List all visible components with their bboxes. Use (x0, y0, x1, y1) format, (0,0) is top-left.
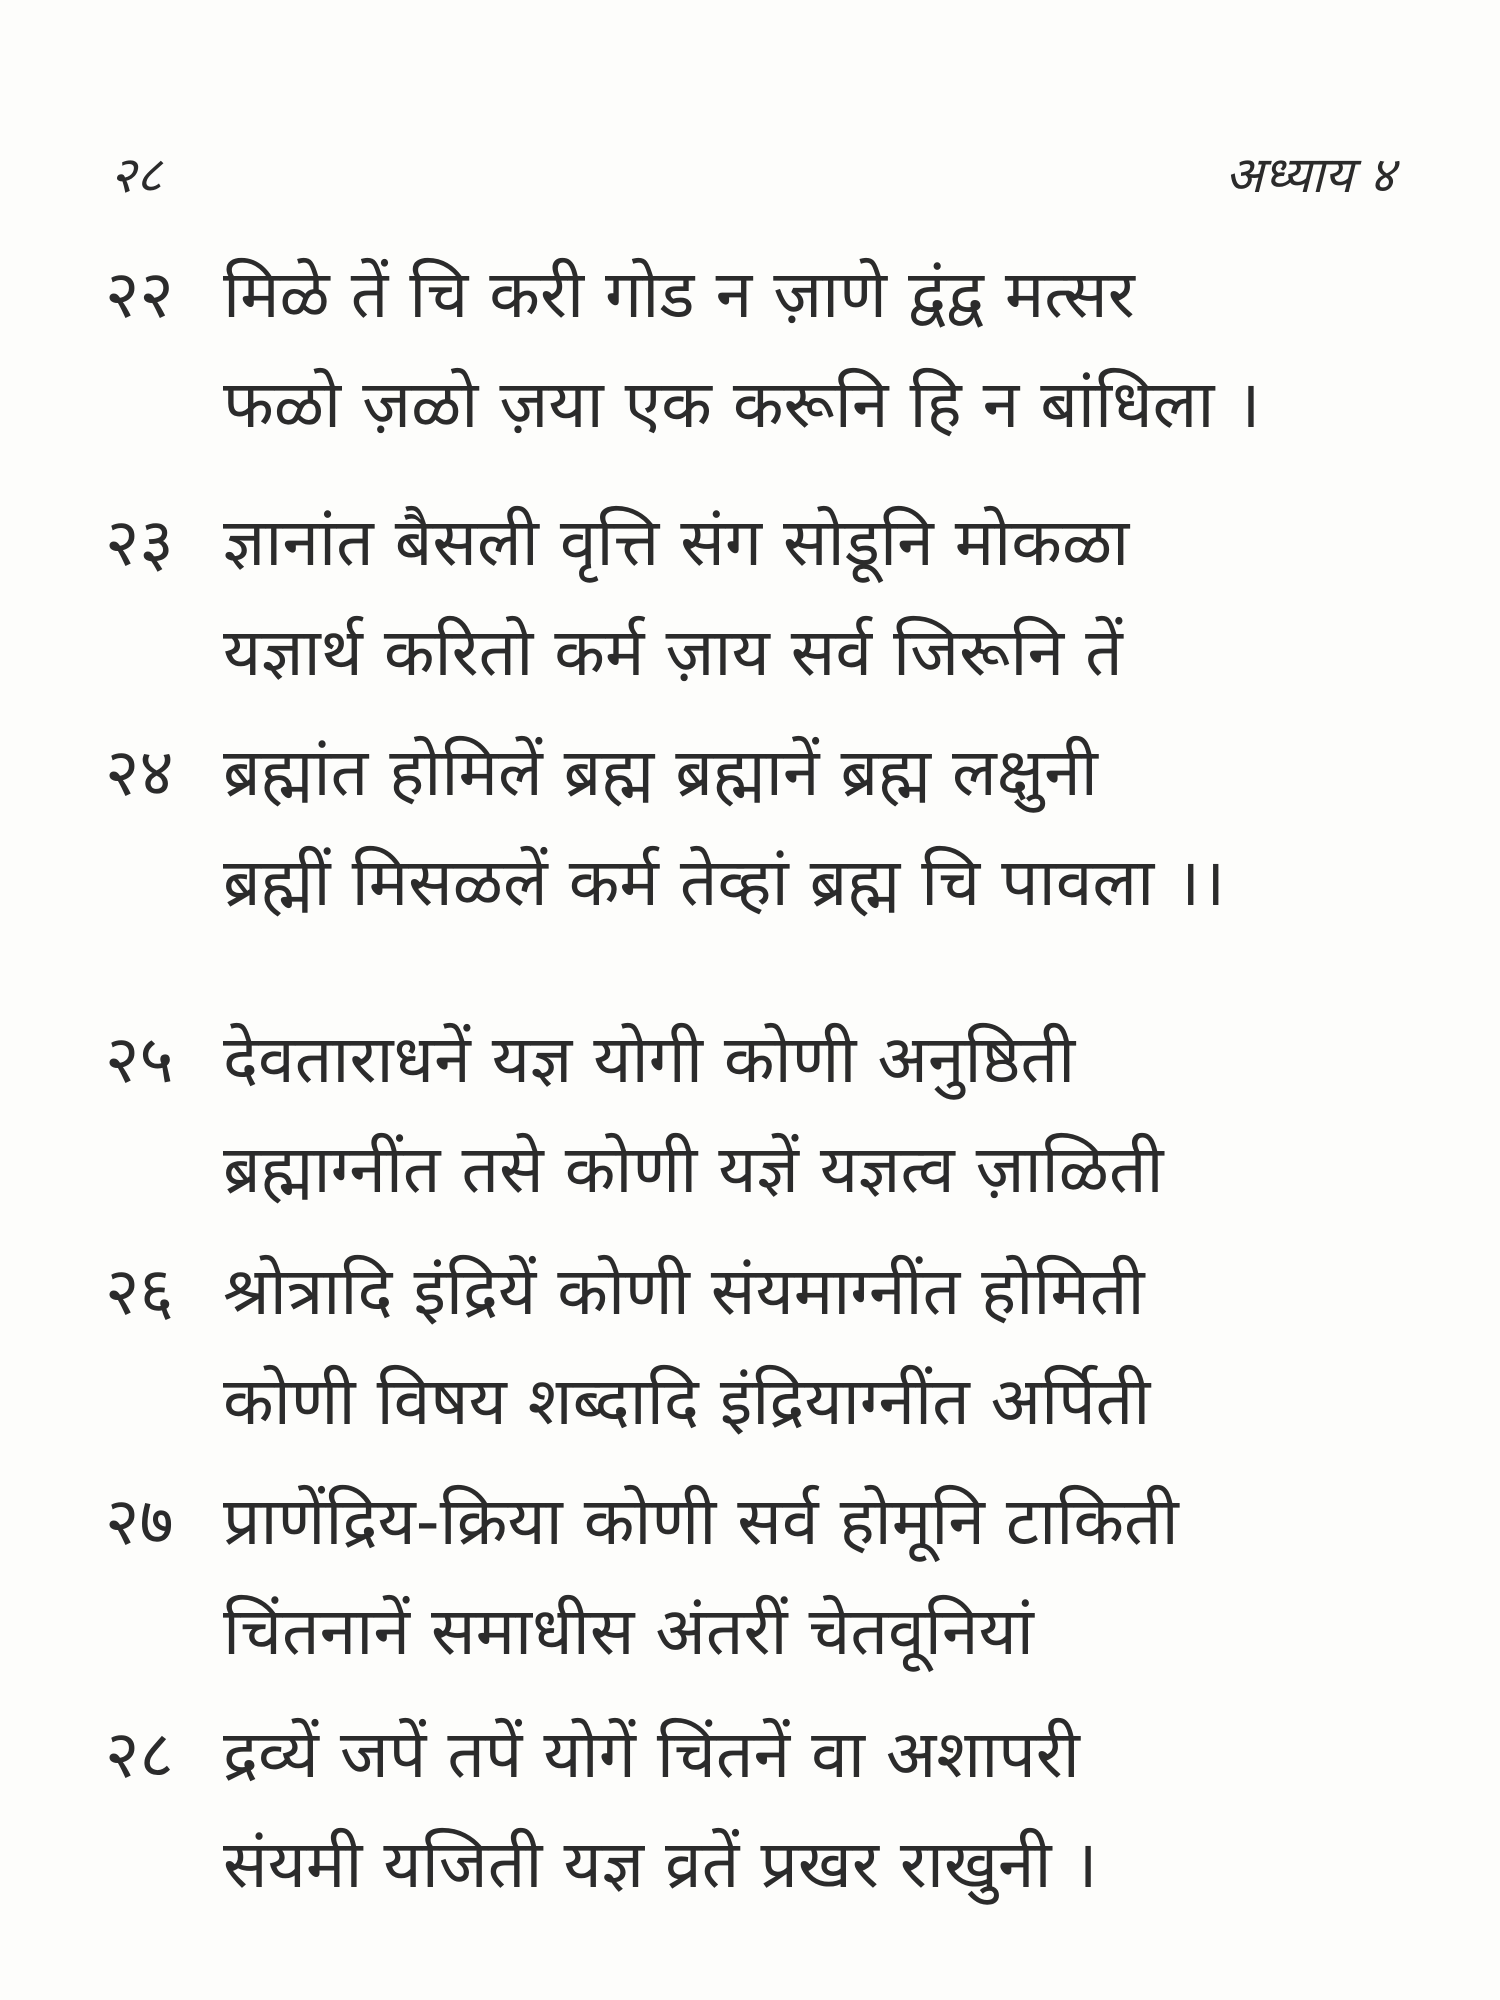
verse-line (105, 718, 1425, 828)
verse-number: २४ (105, 734, 174, 811)
verse-25 (105, 1005, 1425, 1225)
verse-number: २५ (105, 1021, 174, 1098)
verse-23 (105, 488, 1425, 708)
verse-text: ब्रह्मीं मिसळलें कर्म तेव्हां ब्रह्म चि पावला ।। (223, 844, 1226, 921)
verse-line (105, 350, 1425, 460)
verse-line (105, 828, 1425, 938)
verse-text: चिंतनानें समाधीस अंतरीं चेतवूनियां (223, 1593, 1034, 1670)
verse-text: संयमी यजिती यज्ञ व्रतें प्रखर राखुनी । (223, 1826, 1098, 1903)
page-header (110, 140, 1395, 210)
verse-text: कोणी विषय शब्दादि इंद्रियाग्नींत अर्पिती (223, 1363, 1151, 1440)
verse-text: यज्ञार्थ करितो कर्म ज़ाय सर्व जिरूनि तें (223, 614, 1123, 691)
verse-number: २२ (105, 256, 174, 333)
verse-line (105, 1347, 1425, 1457)
verse-text: देवताराधनें यज्ञ योगी कोणी अनुष्ठिती (223, 1021, 1076, 1098)
verse-27 (105, 1467, 1425, 1687)
verse-number: २३ (105, 504, 174, 581)
verse-line (105, 1700, 1425, 1810)
verse-26 (105, 1237, 1425, 1457)
verse-28 (105, 1700, 1425, 1920)
verse-text: फळो ज़ळो ज़या एक करूनि हि न बांधिला । (223, 366, 1261, 443)
verse-number: २७ (105, 1483, 174, 1560)
verse-line (105, 1237, 1425, 1347)
verse-text: ज्ञानांत बैसली वृत्ति संग सोडूनि मोकळा (223, 504, 1130, 581)
verse-line (105, 240, 1425, 350)
verse-number: २६ (105, 1253, 174, 1330)
verse-text: ब्रह्मांत होमिलें ब्रह्म ब्रह्मानें ब्रह्म लक्षुनी (223, 734, 1098, 811)
verse-line (105, 1467, 1425, 1577)
verse-24 (105, 718, 1425, 938)
verse-text: द्रव्यें जपें तपें योगें चिंतनें वा अशापरी (223, 1716, 1080, 1793)
verse-text: ब्रह्माग्नींत तसे कोणी यज्ञें यज्ञत्व ज़ाळिती (223, 1131, 1164, 1208)
verse-line (105, 488, 1425, 598)
verse-line (105, 1115, 1425, 1225)
verse-line (105, 598, 1425, 708)
verse-line (105, 1577, 1425, 1687)
verse-line (105, 1810, 1425, 1920)
verse-text: प्राणेंद्रिय-क्रिया कोणी सर्व होमूनि टाकिती (223, 1483, 1179, 1560)
verse-number: २८ (105, 1716, 174, 1793)
verse-text: श्रोत्रादि इंद्रियें कोणी संयमाग्नींत होमिती (223, 1253, 1145, 1330)
verse-text: मिळे तें चि करी गोड न ज़ाणे द्वंद्व मत्सर (223, 256, 1135, 333)
verse-line (105, 1005, 1425, 1115)
page-number: २८ (110, 146, 162, 204)
verse-22 (105, 240, 1425, 460)
chapter-title: अध्याय ४ (1225, 146, 1395, 204)
